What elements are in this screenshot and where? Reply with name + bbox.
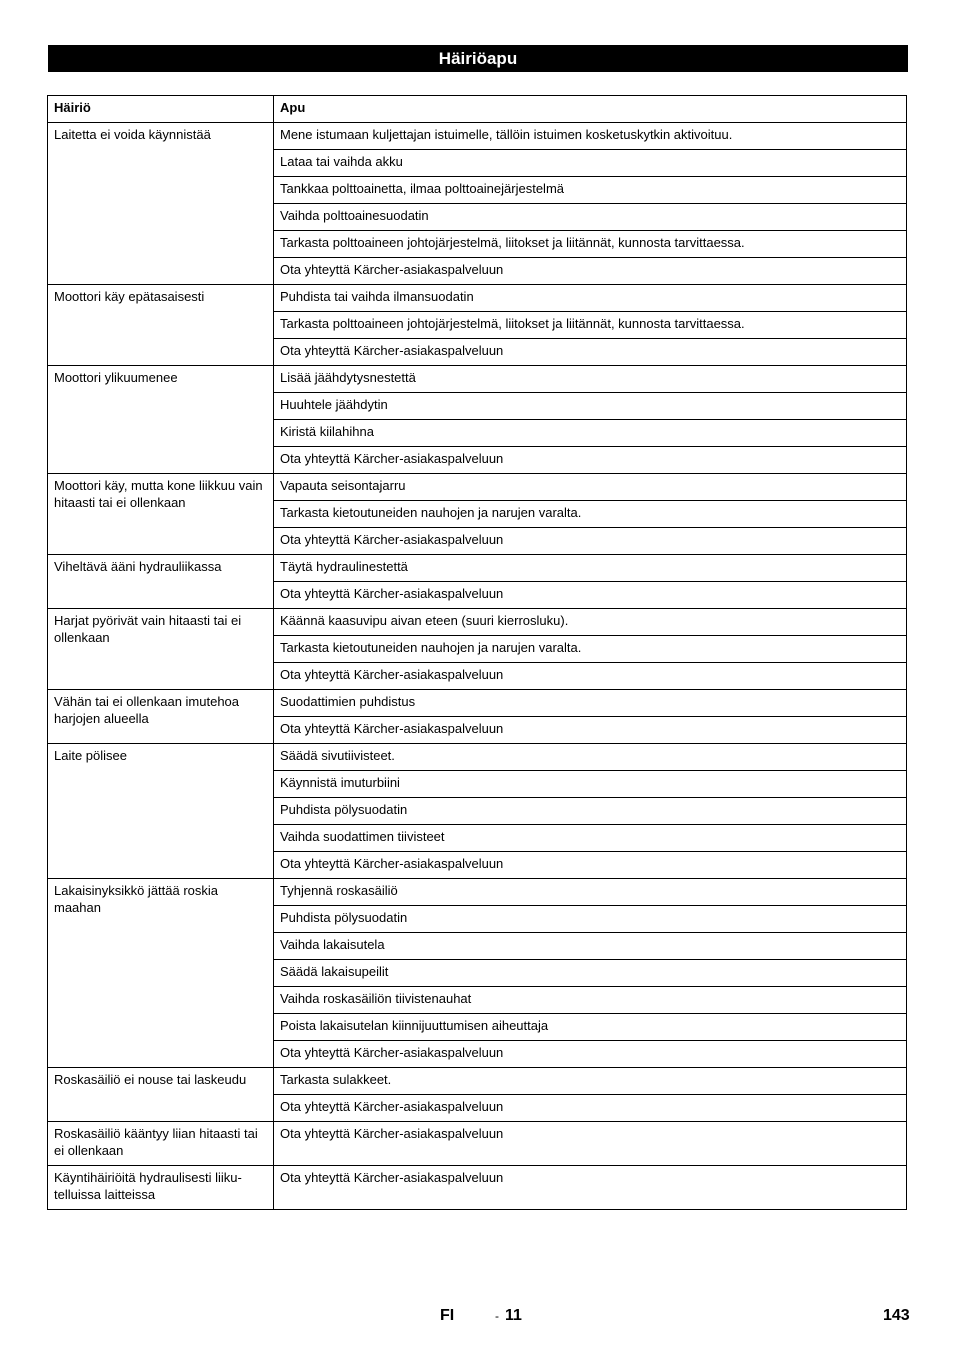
- troubleshooting-table: [47, 95, 907, 1210]
- table-row: [48, 609, 907, 636]
- footer-language: FI: [440, 1307, 455, 1324]
- remedy-cell: Ota yhteyttä Kärcher-asiakaspalveluun: [274, 663, 907, 690]
- remedy-cell: Käynnistä imuturbiini: [274, 771, 907, 798]
- remedy-cell: Säädä sivutiivisteet.: [274, 744, 907, 771]
- fault-cell: Laitetta ei voida käynnistää: [48, 123, 274, 285]
- remedy-cell: Säädä lakaisupeilit: [274, 960, 907, 987]
- remedy-cell: Lataa tai vaihda akku: [274, 150, 907, 177]
- remedy-cell: Ota yhteyttä Kärcher-asiakaspalveluun: [274, 339, 907, 366]
- remedy-cell: Ota yhteyttä Kärcher-asiakaspalveluun: [274, 1095, 907, 1122]
- remedy-cell: Tankkaa polttoainetta, ilmaa polttoainejärjestelmä: [274, 177, 907, 204]
- remedy-cell: Tarkasta polttoaineen johtojärjestelmä, liitokset ja liitännät, kunnosta tarvittaessa.: [274, 231, 907, 258]
- fault-cell: Käyntihäiriöitä hydraulisesti liiku-telluissa laitteissa: [48, 1166, 274, 1210]
- remedy-cell: Tyhjennä roskasäiliö: [274, 879, 907, 906]
- table-row: [48, 474, 907, 501]
- table-row: [48, 366, 907, 393]
- page-title: Häiriöapu: [48, 45, 908, 72]
- remedy-cell: Huuhtele jäähdytin: [274, 393, 907, 420]
- fault-cell: Harjat pyörivät vain hitaasti tai ei ollenkaan: [48, 609, 274, 690]
- fault-cell: Lakaisinyksikkö jättää roskia maahan: [48, 879, 274, 1068]
- remedy-cell: Vaihda suodattimen tiivisteet: [274, 825, 907, 852]
- footer-section-page: 11: [505, 1307, 522, 1324]
- remedy-cell: Tarkasta kietoutuneiden nauhojen ja narujen varalta.: [274, 636, 907, 663]
- remedy-cell: Puhdista pölysuodatin: [274, 906, 907, 933]
- fault-cell: Viheltävä ääni hydrauliikassa: [48, 555, 274, 609]
- remedy-cell: Ota yhteyttä Kärcher-asiakaspalveluun: [274, 717, 907, 744]
- remedy-cell: Puhdista pölysuodatin: [274, 798, 907, 825]
- table-row: [48, 1166, 907, 1210]
- remedy-cell: Suodattimien puhdistus: [274, 690, 907, 717]
- remedy-cell: Ota yhteyttä Kärcher-asiakaspalveluun: [274, 258, 907, 285]
- remedy-cell: Täytä hydraulinestettä: [274, 555, 907, 582]
- footer-page-number: 143: [883, 1307, 910, 1324]
- remedy-cell: Tarkasta polttoaineen johtojärjestelmä, liitokset ja liitännät, kunnosta tarvittaessa.: [274, 312, 907, 339]
- fault-cell: Moottori käy, mutta kone liikkuu vain hitaasti tai ei ollenkaan: [48, 474, 274, 555]
- remedy-cell: Vaihda polttoainesuodatin: [274, 204, 907, 231]
- remedy-cell: Ota yhteyttä Kärcher-asiakaspalveluun: [274, 528, 907, 555]
- header-fault: Häiriö: [48, 96, 274, 123]
- footer-dash: -: [495, 1309, 499, 1323]
- remedy-cell: Ota yhteyttä Kärcher-asiakaspalveluun: [274, 1166, 907, 1210]
- remedy-cell: Vaihda lakaisutela: [274, 933, 907, 960]
- remedy-cell: Ota yhteyttä Kärcher-asiakaspalveluun: [274, 852, 907, 879]
- fault-cell: Laite pölisee: [48, 744, 274, 879]
- fault-cell: Moottori käy epätasaisesti: [48, 285, 274, 366]
- remedy-cell: Poista lakaisutelan kiinnijuuttumisen aiheuttaja: [274, 1014, 907, 1041]
- table-row: [48, 1068, 907, 1095]
- table-row: [48, 690, 907, 717]
- fault-cell: Vähän tai ei ollenkaan imutehoa harjojen alueella: [48, 690, 274, 744]
- remedy-cell: Vaihda roskasäiliön tiivistenauhat: [274, 987, 907, 1014]
- remedy-cell: Ota yhteyttä Kärcher-asiakaspalveluun: [274, 1122, 907, 1166]
- remedy-cell: Ota yhteyttä Kärcher-asiakaspalveluun: [274, 447, 907, 474]
- table-row: [48, 285, 907, 312]
- table-row: [48, 123, 907, 150]
- remedy-cell: Kiristä kiilahihna: [274, 420, 907, 447]
- table-row: [48, 744, 907, 771]
- remedy-cell: Ota yhteyttä Kärcher-asiakaspalveluun: [274, 582, 907, 609]
- remedy-cell: Ota yhteyttä Kärcher-asiakaspalveluun: [274, 1041, 907, 1068]
- remedy-cell: Lisää jäähdytysnestettä: [274, 366, 907, 393]
- remedy-cell: Käännä kaasuvipu aivan eteen (suuri kierrosluku).: [274, 609, 907, 636]
- remedy-cell: Tarkasta kietoutuneiden nauhojen ja narujen varalta.: [274, 501, 907, 528]
- fault-cell: Roskasäiliö ei nouse tai laskeudu: [48, 1068, 274, 1122]
- remedy-cell: Tarkasta sulakkeet.: [274, 1068, 907, 1095]
- fault-cell: Roskasäiliö kääntyy liian hitaasti tai ei ollenkaan: [48, 1122, 274, 1166]
- fault-cell: Moottori ylikuumenee: [48, 366, 274, 474]
- table-row: [48, 879, 907, 906]
- table-header-row: [48, 96, 907, 123]
- remedy-cell: Puhdista tai vaihda ilmansuodatin: [274, 285, 907, 312]
- table-row: [48, 1122, 907, 1166]
- remedy-cell: Vapauta seisontajarru: [274, 474, 907, 501]
- header-remedy: Apu: [274, 96, 907, 123]
- table-row: [48, 555, 907, 582]
- remedy-cell: Mene istumaan kuljettajan istuimelle, tällöin istuimen kosketuskytkin aktivoituu.: [274, 123, 907, 150]
